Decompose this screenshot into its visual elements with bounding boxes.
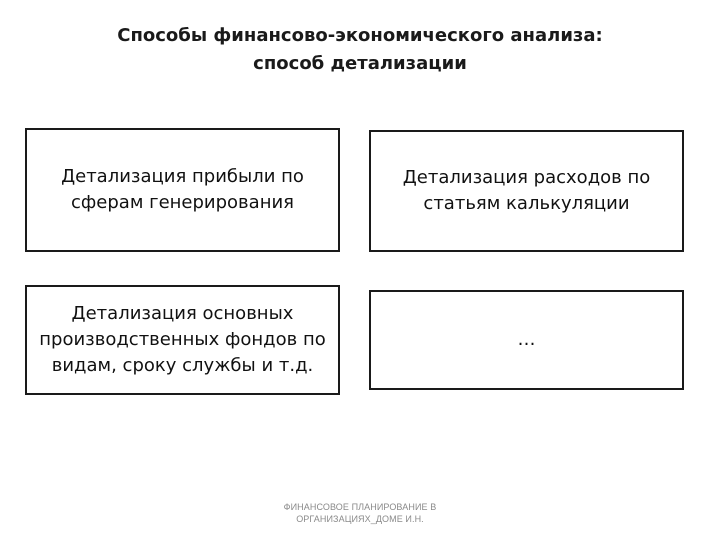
box-fixed-assets-detailing-text: Детализация основных производственных фондов по видам, сроку службы и т.д.	[39, 303, 326, 376]
slide-footer-line-2: ОРГАНИЗАЦИЯХ_ДОМЕ И.Н.	[296, 514, 424, 524]
box-fixed-assets-detailing	[25, 285, 340, 395]
slide-title-line-1: Способы финансово-экономического анализа:	[117, 25, 603, 46]
slide-footer-line-1: ФИНАНСОВОЕ ПЛАНИРОВАНИЕ В	[283, 502, 437, 512]
box-ellipsis-text: …	[517, 329, 536, 350]
slide-title-line-2: способ детализации	[253, 53, 467, 74]
box-profit-detailing-text: Детализация прибыли по сферам генерирования	[61, 166, 304, 213]
box-costs-detailing	[369, 130, 684, 252]
box-costs-detailing-text: Детализация расходов по статьям калькуляции	[402, 167, 651, 214]
box-profit-detailing	[25, 128, 340, 252]
slide-footer	[240, 501, 480, 525]
slide-title	[60, 22, 660, 78]
box-ellipsis	[369, 290, 684, 390]
